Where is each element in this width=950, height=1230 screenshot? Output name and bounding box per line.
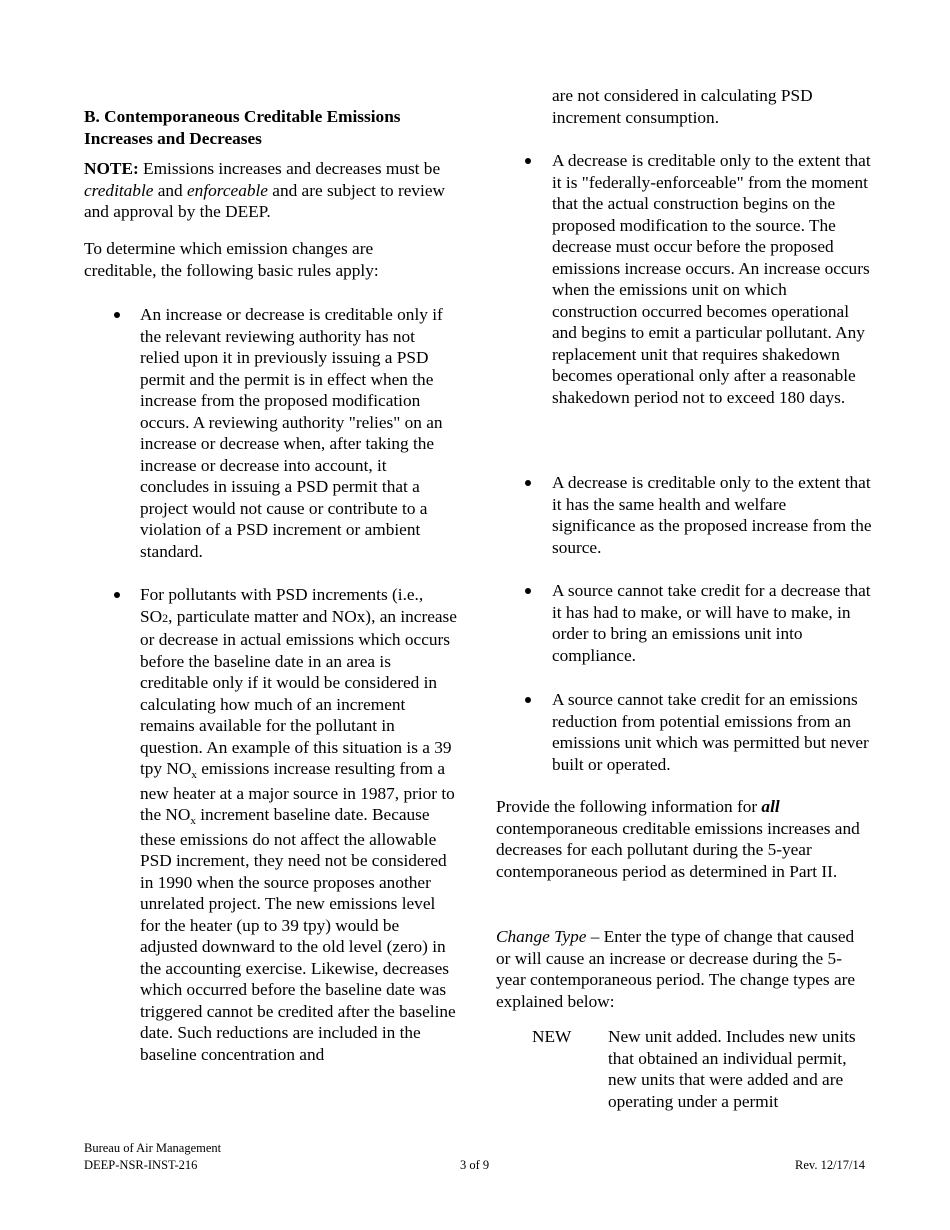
- bullet-icon: [525, 588, 531, 594]
- bullet-icon: [114, 312, 120, 318]
- footer-revision: Rev. 12/17/14: [795, 1158, 866, 1172]
- bullet-icon: [525, 697, 531, 703]
- footer-page-number: 3 of 9: [460, 1158, 490, 1172]
- footer-doc-id: DEEP-NSR-INST-216: [84, 1158, 198, 1172]
- list-item: For pollutants with PSD increments (i.e., SO2, particulate matter and NOx), an increase or decrease in actual emissions which occurs before the baseline date in an area is creditable only if it would be considered in calculating how much of an increment remains available for the pollutant in question. An example of this situation is a 39 tpy $NO_x$ emissions increase resulting from a new heater at a major source in 1987, prior to the $NO_x$ increment baseline date. Because these emissions do not affect the allowable PSD increment, they need not be considered in 1990 when the source proposes another unrelated project. The new emissions level for the heater (up to 39 tpy) would be adjusted downward to the old level (zero) in the accounting exercise. Likewise, decreases which occurred before the baseline date was triggered cannot be credited after the baseline date. Such reductions are included in the baseline concentration and: [84, 584, 458, 1065]
- list-item: An increase or decrease is creditable only if the relevant reviewing authority has not relied upon it in previously issuing a PSD permit and the permit is in effect when the increase from the proposed modification occurs. A reviewing authority "relies" on an increase or decrease when, after taking the increase or decrease into account, it concludes in issuing a PSD permit that a project would not cause or contribute to a violation of a PSD increment or ambient standard.: [84, 304, 458, 562]
- note-label: NOTE:: [84, 159, 139, 178]
- change-type-description: New unit added. Includes new units that obtained an individual permit, new units that were added and are operating under a permit: [608, 1027, 856, 1111]
- list-item: A source cannot take credit for a decrease that it has had to make, or will have to make, in order to bring an emissions unit into compliance.: [496, 580, 872, 666]
- change-type-paragraph: Change Type – Enter the type of change that caused or will cause an increase or decrease during the 5-year contemporaneous period. The change types are explained below:: [496, 927, 856, 1011]
- continued-text: are not considered in calculating PSD increment consumption.: [552, 86, 813, 127]
- list-item: A source cannot take credit for an emissions reduction from potential emissions from an emissions unit which was permitted but never built or operated.: [496, 689, 872, 775]
- intro-paragraph: To determine which emission changes are creditable, the following basic rules apply:: [84, 239, 379, 280]
- change-type-code: NEW: [532, 1027, 572, 1046]
- section-title: B. Contemporaneous Creditable Emissions Increases and Decreases: [84, 107, 401, 148]
- list-item: A decrease is creditable only to the extent that it has the same health and welfare significance as the proposed increase from the source.: [496, 472, 872, 558]
- list-item: A decrease is creditable only to the extent that it is "federally-enforceable" from the moment that the actual construction begins on the proposed modification to the source. The decrease must occur before the proposed emissions increase occurs. An increase occurs when the emissions unit on which construction occurred becomes operational and begins to emit a particular pollutant. Any replacement unit that requires shakedown becomes operational only after a reasonable shakedown period not to exceed 180 days.: [496, 150, 872, 408]
- bullet-icon: [114, 592, 120, 598]
- bullet-icon: [525, 158, 531, 164]
- change-type-row: [496, 1026, 864, 1112]
- bullet-icon: [525, 480, 531, 486]
- footer-org: Bureau of Air Management: [84, 1141, 222, 1155]
- note-paragraph: NOTE: Emissions increases and decreases must be creditable and enforceable and are subject to review and approval by the DEEP.: [84, 159, 446, 221]
- provide-paragraph: Provide the following information for all contemporaneous creditable emissions increases and decreases for each pollutant during the 5-year contemporaneous period as determined in Part II.: [496, 797, 860, 881]
